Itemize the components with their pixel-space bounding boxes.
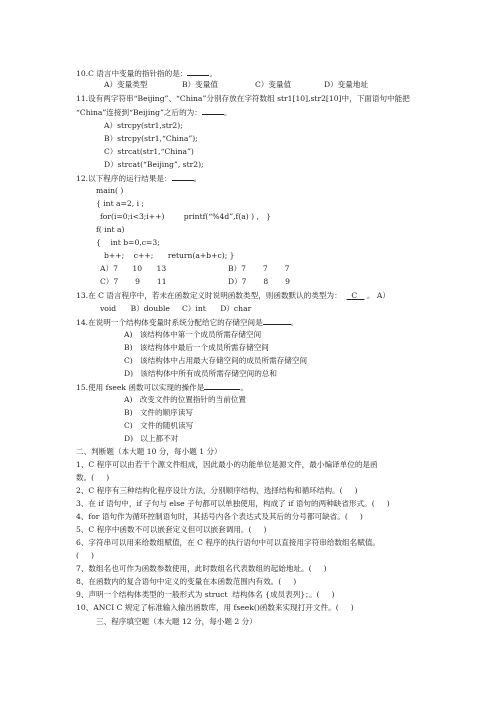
q14-opt-a: A) 该结构体中第一个成员所需存储空间 [124, 330, 262, 339]
q10-opt-a: A）变量类型 [104, 80, 148, 89]
q10-opt-d: D）变量地址 [324, 80, 369, 89]
q15-opt-a: A) 改变文件的位置指针的当前位置 [124, 395, 246, 404]
section2-title: 二、判断题（本大题 10 分，每小题 1 分） [76, 447, 222, 456]
q15-opt-b: B) 文件的顺序读写 [124, 408, 193, 417]
q12-opt-b: B）7 7 7 [228, 264, 290, 273]
q13-answer: C [351, 291, 358, 300]
judgement-item: 8、在函数内的复合语句中定义的变量在本函数范围内有效。( ) [76, 577, 297, 586]
q12-stem: 12.以下程序的运行结果是： 。 [76, 174, 202, 183]
q11-opt-c: C）strcat(str1,“China”) [104, 147, 194, 156]
q10-stem: 10.C 语言中变量的指针指的是： 。 [76, 69, 218, 78]
q11-opt-b: B）strcpy(str1,“China”); [104, 134, 198, 143]
q13-options: void B）double C）int D）char [100, 304, 252, 313]
q10-opt-c: C）变量值 [255, 80, 292, 89]
q14-opt-d: D) 该结构体中所有成员所需存储空间的总和 [124, 369, 277, 378]
q12-opt-c: C）7 9 11 [100, 277, 167, 286]
judgement-item: 2、C 程序有三种结构化程序设计方法，分别顺序结构、选择结构和循环结构。( ) [76, 486, 358, 495]
judgement-item: 4、for 语句作为循环控制语句时，其括号内各个表达式及其后的分号都可缺省。( ) [76, 512, 363, 521]
q10-opt-b: B）变量值 [182, 80, 218, 89]
judgement-item: 数。( ) [76, 473, 110, 482]
judgement-item: 10、ANCI C 规定了标准输入输出函数库，用 fseek()函数来实现打开文件。( ) [76, 603, 354, 612]
q11-stem-2: “China”连接到“Beijing”之后的为： 。 [76, 108, 232, 117]
q11-opt-d: D）strcat(“Beijing”, str2); [104, 160, 204, 169]
judgement-item: 1、C 程序可以由若干个源文件组成，因此最小的功能单位是源文件，最小编译单位的是函 [76, 460, 378, 469]
q15-opt-c: C) 文件的随机读写 [124, 421, 194, 430]
q12-code-line: for(i=0;i<3;i++) printf(“%4d”,f(a) ) , } [100, 212, 272, 221]
q12-code-line: main( ) [96, 186, 124, 195]
section3-title: 三、程序填空题（本大题 12 分，每小题 2 分） [96, 617, 257, 626]
q11-stem-1: 11.设有两字符串“Beijing”、“China”分别存放在字符数组 str1[10],str2[10]中，下面语句中能把 [76, 94, 410, 103]
q14-stem: 14.在说明一个结构体变量时系统分配给它的存储空间是 。 [76, 318, 299, 327]
judgement-item: 3、在 if 语句中，if 子句与 else 子句都可以单独使用，构成了 if 语句的两种缺省形式。( ) [76, 499, 390, 508]
q12-code-line: { int b=0,c=3; [96, 238, 160, 247]
q12-code-line: f( int a) [96, 225, 125, 234]
q14-opt-b: B) 该结构体中最后一个成员所需存储空间 [124, 343, 269, 352]
q13-stem: 13.在 C 语言程序中，若未在函数定义时说明函数类型，则函数默认的类型为： C 。 A） [76, 291, 390, 300]
judgement-item: 7、数组名也可作为函数参数使用，此时数组名代表数组的起始地址。( ) [76, 564, 327, 573]
judgement-item: 6、字符串可以用来给数组赋值，在 C 程序的执行语句中可以直接用字符串给数组名赋值。 [76, 538, 381, 547]
q12-opt-d: D）7 8 9 [228, 277, 290, 286]
q12-code-line: { int a=2, i ; [96, 199, 144, 208]
q12-code-line: b++; c++; return(a+b+c); } [104, 251, 235, 260]
q15-stem: 15.使用 fseek 函数可以实现的操作是 。 [76, 383, 248, 392]
q11-opt-a: A）strcpy(str1,str2); [104, 121, 183, 130]
q12-opt-a: A）7 10 13 [100, 264, 167, 273]
judgement-item: 9、声明一个结构体类型的一般形式为 struct 结构体名 {成员表列}；。( ) [76, 590, 335, 599]
judgement-item: ( ) [76, 551, 94, 560]
q15-opt-d: D) 以上都不对 [124, 434, 179, 443]
q14-opt-c: C) 该结构体中占用最大存储空间的成员所需存储空间 [124, 356, 308, 365]
judgement-item: 5、C 程序中函数不可以嵌套定义但可以嵌套调用。( ) [76, 525, 267, 534]
